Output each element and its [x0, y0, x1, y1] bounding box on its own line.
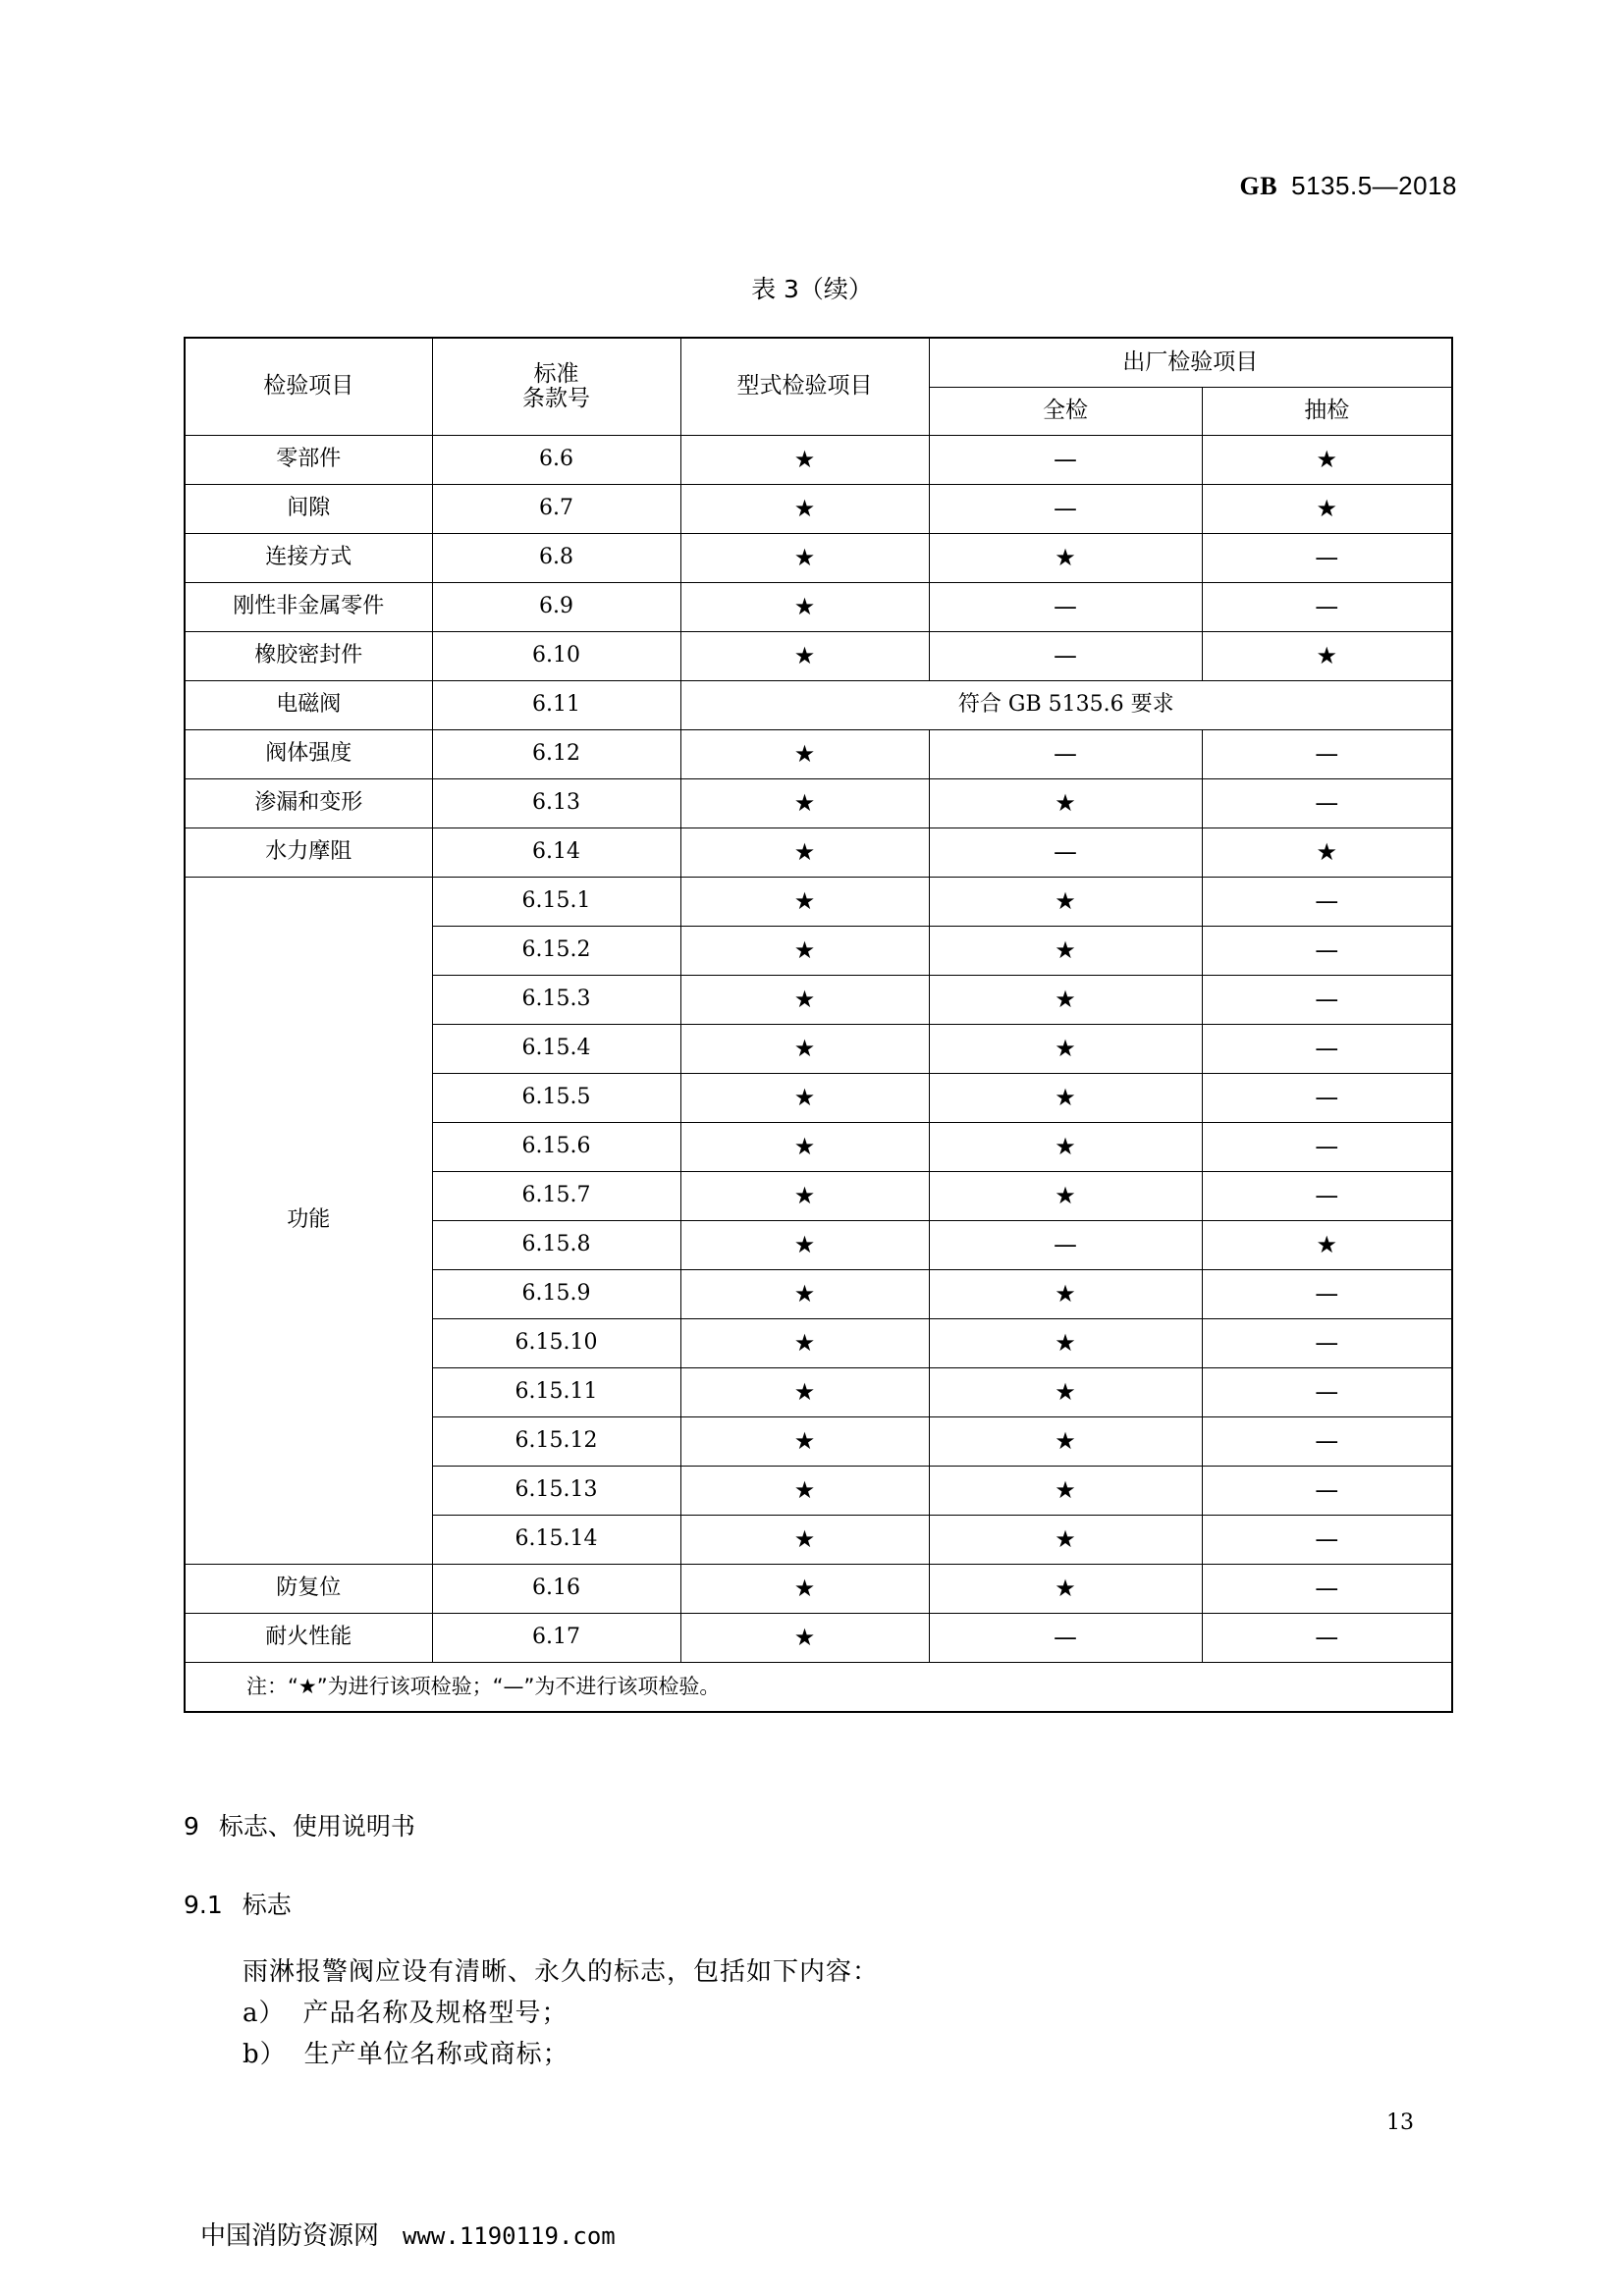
sample-inspection-cell: — — [1202, 1319, 1452, 1368]
table-row — [185, 878, 1452, 927]
clause-cell: 6.15.4 — [432, 1025, 680, 1074]
full-inspection-cell: ★ — [929, 1565, 1202, 1614]
clause-cell: 6.15.2 — [432, 927, 680, 976]
inspection-table — [184, 337, 1453, 1713]
header-type-test: 型式检验项目 — [680, 338, 929, 436]
clause-cell: 6.17 — [432, 1614, 680, 1663]
table-title: 表 3（续） — [751, 275, 873, 303]
full-inspection-cell: ★ — [929, 1467, 1202, 1516]
item-cell: 渗漏和变形 — [185, 779, 432, 828]
clause-cell: 6.7 — [432, 485, 680, 534]
clause-cell: 6.15.14 — [432, 1516, 680, 1565]
item-cell: 橡胶密封件 — [185, 632, 432, 681]
full-inspection-cell: — — [929, 632, 1202, 681]
full-inspection-cell: — — [929, 583, 1202, 632]
clause-cell: 6.15.3 — [432, 976, 680, 1025]
sample-inspection-cell: — — [1202, 1516, 1452, 1565]
footer-site: 中国消防资源网 — [200, 2221, 380, 2251]
table-note-row — [185, 1663, 1452, 1713]
full-inspection-cell: ★ — [929, 1319, 1202, 1368]
full-inspection-cell: — — [929, 436, 1202, 485]
table-row — [185, 436, 1452, 485]
clause-cell: 6.12 — [432, 730, 680, 779]
section-9-1-heading: 9.1 标志 — [184, 1891, 292, 1919]
clause-cell: 6.15.9 — [432, 1270, 680, 1319]
header-clause: 标准 条款号 — [432, 338, 680, 436]
sample-inspection-cell: — — [1202, 534, 1452, 583]
sample-inspection-cell: — — [1202, 1467, 1452, 1516]
type-test-cell: ★ — [680, 436, 929, 485]
table-row — [185, 534, 1452, 583]
standard-prefix: GB — [1239, 172, 1278, 200]
standard-code — [1240, 171, 1457, 201]
type-test-cell: ★ — [680, 1467, 929, 1516]
table-row — [185, 730, 1452, 779]
type-test-cell: ★ — [680, 927, 929, 976]
sample-inspection-cell: — — [1202, 1565, 1452, 1614]
sample-inspection-cell: — — [1202, 927, 1452, 976]
sample-inspection-cell: — — [1202, 1123, 1452, 1172]
full-inspection-cell: ★ — [929, 976, 1202, 1025]
type-test-cell: ★ — [680, 1123, 929, 1172]
full-inspection-cell: ★ — [929, 534, 1202, 583]
merged-requirement-cell: 符合 GB 5135.6 要求 — [680, 681, 1452, 730]
function-group-cell: 功能 — [185, 878, 432, 1565]
type-test-cell: ★ — [680, 1074, 929, 1123]
type-test-cell: ★ — [680, 779, 929, 828]
sample-inspection-cell: ★ — [1202, 828, 1452, 878]
table-row — [185, 583, 1452, 632]
type-test-cell: ★ — [680, 534, 929, 583]
sample-inspection-cell: — — [1202, 878, 1452, 927]
item-cell: 耐火性能 — [185, 1614, 432, 1663]
table-row — [185, 632, 1452, 681]
body-intro: 雨淋报警阀应设有清晰、永久的标志，包括如下内容： — [243, 1957, 880, 1987]
clause-cell: 6.14 — [432, 828, 680, 878]
type-test-cell: ★ — [680, 1270, 929, 1319]
full-inspection-cell: — — [929, 730, 1202, 779]
item-cell: 电磁阀 — [185, 681, 432, 730]
clause-cell: 6.15.13 — [432, 1467, 680, 1516]
full-inspection-cell: ★ — [929, 779, 1202, 828]
header-item: 检验项目 — [185, 338, 432, 436]
sample-inspection-cell: — — [1202, 1417, 1452, 1467]
clause-cell: 6.15.5 — [432, 1074, 680, 1123]
footer-url: www.1190119.com — [403, 2222, 616, 2250]
table-row — [185, 681, 1452, 730]
clause-cell: 6.15.12 — [432, 1417, 680, 1467]
sample-inspection-cell: — — [1202, 1172, 1452, 1221]
type-test-cell: ★ — [680, 1516, 929, 1565]
full-inspection-cell: ★ — [929, 1123, 1202, 1172]
item-cell: 刚性非金属零件 — [185, 583, 432, 632]
type-test-cell: ★ — [680, 485, 929, 534]
clause-cell: 6.6 — [432, 436, 680, 485]
sample-inspection-cell: ★ — [1202, 632, 1452, 681]
header-full-inspection: 全检 — [929, 388, 1202, 436]
type-test-cell: ★ — [680, 1025, 929, 1074]
clause-cell: 6.11 — [432, 681, 680, 730]
type-test-cell: ★ — [680, 878, 929, 927]
table-row — [185, 1614, 1452, 1663]
type-test-cell: ★ — [680, 1319, 929, 1368]
full-inspection-cell: ★ — [929, 878, 1202, 927]
sample-inspection-cell: — — [1202, 583, 1452, 632]
standard-number: 5135.5—2018 — [1291, 171, 1457, 200]
clause-cell: 6.15.6 — [432, 1123, 680, 1172]
sample-inspection-cell: ★ — [1202, 1221, 1452, 1270]
section-9-heading: 9 标志、使用说明书 — [184, 1812, 415, 1841]
item-cell: 防复位 — [185, 1565, 432, 1614]
type-test-cell: ★ — [680, 730, 929, 779]
type-test-cell: ★ — [680, 583, 929, 632]
clause-cell: 6.15.8 — [432, 1221, 680, 1270]
full-inspection-cell: ★ — [929, 1074, 1202, 1123]
full-inspection-cell: ★ — [929, 1516, 1202, 1565]
full-inspection-cell: ★ — [929, 1270, 1202, 1319]
table-row — [185, 485, 1452, 534]
full-inspection-cell: — — [929, 1614, 1202, 1663]
item-cell: 间隙 — [185, 485, 432, 534]
full-inspection-cell: ★ — [929, 927, 1202, 976]
full-inspection-cell: — — [929, 485, 1202, 534]
table-row — [185, 828, 1452, 878]
type-test-cell: ★ — [680, 1614, 929, 1663]
full-inspection-cell: ★ — [929, 1417, 1202, 1467]
list-item-b: b） 生产单位名称或商标； — [243, 2040, 569, 2069]
clause-cell: 6.15.1 — [432, 878, 680, 927]
list-item-a: a） 产品名称及规格型号； — [243, 1999, 568, 2028]
full-inspection-cell: ★ — [929, 1172, 1202, 1221]
sample-inspection-cell: ★ — [1202, 436, 1452, 485]
clause-cell: 6.15.11 — [432, 1368, 680, 1417]
type-test-cell: ★ — [680, 632, 929, 681]
sample-inspection-cell: ★ — [1202, 485, 1452, 534]
table-note: 注：“★”为进行该项检验；“—”为不进行该项检验。 — [185, 1663, 1452, 1713]
item-cell: 阀体强度 — [185, 730, 432, 779]
full-inspection-cell: — — [929, 1221, 1202, 1270]
header-sample-inspection: 抽检 — [1202, 388, 1452, 436]
clause-cell: 6.8 — [432, 534, 680, 583]
sample-inspection-cell: — — [1202, 779, 1452, 828]
sample-inspection-cell: — — [1202, 1025, 1452, 1074]
page-number: 13 — [1386, 2110, 1414, 2135]
clause-cell: 6.13 — [432, 779, 680, 828]
item-cell: 零部件 — [185, 436, 432, 485]
type-test-cell: ★ — [680, 828, 929, 878]
type-test-cell: ★ — [680, 1565, 929, 1614]
sample-inspection-cell: — — [1202, 1270, 1452, 1319]
clause-cell: 6.10 — [432, 632, 680, 681]
sample-inspection-cell: — — [1202, 976, 1452, 1025]
header-factory-test: 出厂检验项目 — [929, 338, 1452, 388]
sample-inspection-cell: — — [1202, 730, 1452, 779]
type-test-cell: ★ — [680, 1172, 929, 1221]
clause-cell: 6.9 — [432, 583, 680, 632]
clause-cell: 6.15.10 — [432, 1319, 680, 1368]
full-inspection-cell: ★ — [929, 1368, 1202, 1417]
clause-cell: 6.16 — [432, 1565, 680, 1614]
sample-inspection-cell: — — [1202, 1614, 1452, 1663]
full-inspection-cell: ★ — [929, 1025, 1202, 1074]
type-test-cell: ★ — [680, 976, 929, 1025]
type-test-cell: ★ — [680, 1221, 929, 1270]
full-inspection-cell: — — [929, 828, 1202, 878]
table-row — [185, 1565, 1452, 1614]
type-test-cell: ★ — [680, 1417, 929, 1467]
item-cell: 水力摩阻 — [185, 828, 432, 878]
clause-cell: 6.15.7 — [432, 1172, 680, 1221]
sample-inspection-cell: — — [1202, 1368, 1452, 1417]
type-test-cell: ★ — [680, 1368, 929, 1417]
sample-inspection-cell: — — [1202, 1074, 1452, 1123]
footer — [200, 2216, 616, 2252]
item-cell: 连接方式 — [185, 534, 432, 583]
table-row — [185, 779, 1452, 828]
